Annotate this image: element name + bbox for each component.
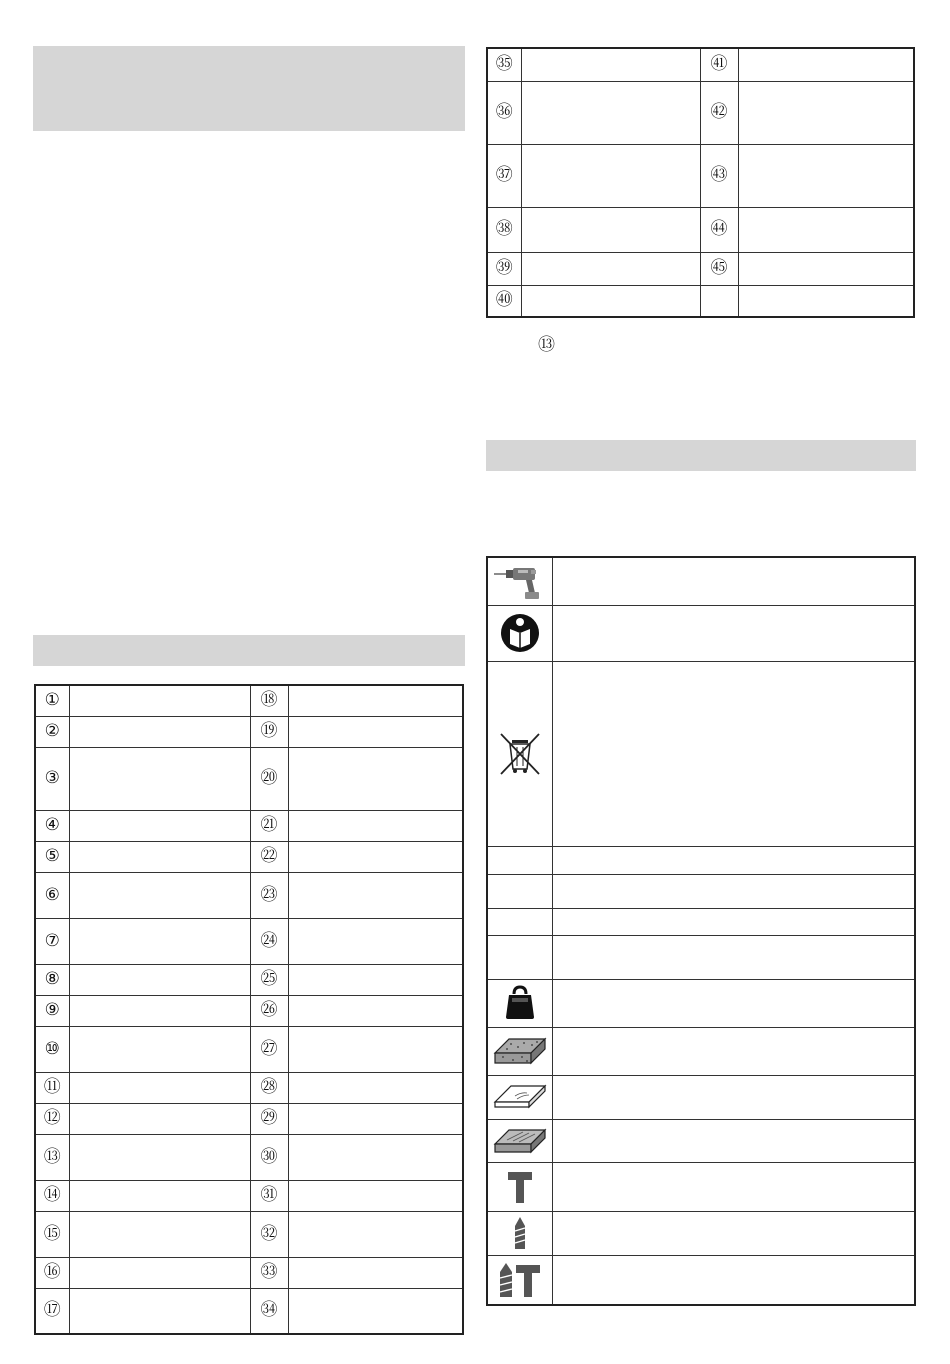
part-name [738,48,914,81]
table-row [35,1288,463,1334]
table-row [35,872,463,918]
part-name [69,685,250,716]
part-name [521,252,700,285]
table-row [487,874,915,908]
part-name [69,1103,250,1134]
parts-table-right [486,47,915,318]
table-row [487,605,915,661]
table-row [487,661,915,846]
part-number: ⑮ [35,1211,69,1257]
part-name [288,1026,463,1072]
symbol-cell [487,1075,552,1119]
symbol-description [552,605,915,661]
part-number: ⑧ [35,964,69,995]
table-row [35,1103,463,1134]
part-name [288,1211,463,1257]
part-name [69,1072,250,1103]
table-row [487,48,914,81]
symbol-cell [487,846,552,874]
table-row [35,1072,463,1103]
part-name [288,995,463,1026]
table-row [35,918,463,964]
part-number: ⑯ [35,1257,69,1288]
part-number: ㊱ [487,81,521,144]
part-number: ㉔ [250,918,288,964]
symbol-cell [487,557,552,605]
table-row [35,995,463,1026]
part-number: ① [35,685,69,716]
part-name [69,1288,250,1334]
part-name [288,1180,463,1211]
table-row [487,935,915,979]
part-number: ⑫ [35,1103,69,1134]
wood-icon [493,1082,547,1112]
part-name [738,285,914,317]
symbol-cell [487,661,552,846]
part-number: ㊲ [487,144,521,207]
part-name [738,207,914,252]
table-row [487,1162,915,1211]
part-number: ⑥ [35,872,69,918]
table-row [487,1211,915,1255]
part-name [288,747,463,810]
part-number: ⑰ [35,1288,69,1334]
symbol-description [552,1162,915,1211]
symbol-cell [487,1255,552,1305]
part-number: ② [35,716,69,747]
part-name [69,1134,250,1180]
weee-bin-icon [498,731,542,777]
part-name [288,841,463,872]
part-name [738,252,914,285]
table-row [35,1211,463,1257]
symbol-description [552,1027,915,1075]
steel-icon [493,1126,547,1156]
part-name [521,207,700,252]
part-number: ㉓ [250,872,288,918]
part-name [521,285,700,317]
hammer-mode-icon [506,1169,534,1205]
part-number: ㊶ [700,48,738,81]
part-name [288,716,463,747]
note-reference-number: ⑬ [538,335,555,355]
symbol-cell [487,1211,552,1255]
symbol-cell [487,908,552,935]
part-name [69,810,250,841]
weight-icon [504,985,536,1021]
part-number: ㉗ [250,1026,288,1072]
part-number: ⑭ [35,1180,69,1211]
part-name [288,1072,463,1103]
part-number: ⑩ [35,1026,69,1072]
symbol-cell [487,1027,552,1075]
symbol-cell [487,1119,552,1162]
part-number: ㊸ [700,144,738,207]
part-name [69,747,250,810]
part-number: ⑪ [35,1072,69,1103]
part-number: ④ [35,810,69,841]
part-number: ㊵ [487,285,521,317]
symbol-description [552,874,915,908]
part-number: ⑱ [250,685,288,716]
part-number [700,285,738,317]
part-name [288,964,463,995]
section-header-band-top [33,46,465,131]
part-name [521,48,700,81]
part-name [288,1103,463,1134]
symbol-description [552,1119,915,1162]
table-row [487,979,915,1027]
table-row [487,1255,915,1305]
table-row [487,846,915,874]
symbol-description [552,1075,915,1119]
symbol-cell [487,605,552,661]
part-number: ㊹ [700,207,738,252]
table-row [487,144,914,207]
part-number: ㉟ [487,48,521,81]
part-name [69,841,250,872]
symbol-description [552,1255,915,1305]
symbol-cell [487,874,552,908]
part-name [521,81,700,144]
part-number: ㊺ [700,252,738,285]
drill-hammer-mode-icon [498,1261,542,1299]
part-number: ㉚ [250,1134,288,1180]
part-name [69,1180,250,1211]
symbol-cell [487,979,552,1027]
part-number: ㉞ [250,1288,288,1334]
part-number: ㉕ [250,964,288,995]
part-name [521,144,700,207]
table-row [487,207,914,252]
symbol-description [552,908,915,935]
table-row [35,841,463,872]
hammer-drill-icon [492,561,548,601]
part-name [69,1257,250,1288]
table-row [487,81,914,144]
table-row [35,685,463,716]
symbols-table [486,556,916,1306]
table-row [487,1075,915,1119]
symbol-description [552,1211,915,1255]
part-number: ㊳ [487,207,521,252]
part-number: ⑤ [35,841,69,872]
part-number: ㉝ [250,1257,288,1288]
part-name [288,1288,463,1334]
table-row [35,810,463,841]
read-manual-icon [499,612,541,654]
part-name [288,685,463,716]
part-number: ㉙ [250,1103,288,1134]
part-number: ㉑ [250,810,288,841]
part-number: ㉘ [250,1072,288,1103]
table-row [35,716,463,747]
part-name [288,1257,463,1288]
part-name [69,872,250,918]
part-number: ㊷ [700,81,738,144]
table-row [487,1027,915,1075]
table-row [35,1180,463,1211]
part-number: ⑬ [35,1134,69,1180]
symbol-description [552,846,915,874]
part-name [738,81,914,144]
section-header-band-parts [33,635,465,666]
table-row [35,1134,463,1180]
part-number: ㉖ [250,995,288,1026]
part-name [288,810,463,841]
part-number: ⑲ [250,716,288,747]
drill-mode-icon [513,1215,527,1251]
symbol-description [552,979,915,1027]
section-header-band-symbols [486,440,916,471]
table-row [35,1257,463,1288]
part-number: ㉜ [250,1211,288,1257]
table-row [35,964,463,995]
symbol-cell [487,935,552,979]
part-number: ㉒ [250,841,288,872]
part-number: ⑳ [250,747,288,810]
concrete-icon [493,1035,547,1067]
part-name [69,1211,250,1257]
part-name [288,918,463,964]
table-row [487,1119,915,1162]
table-row [487,557,915,605]
part-name [288,1134,463,1180]
part-name [69,716,250,747]
table-row [487,252,914,285]
part-name [738,144,914,207]
table-row [35,747,463,810]
part-name [69,995,250,1026]
table-row [487,908,915,935]
symbol-description [552,661,915,846]
part-name [288,872,463,918]
part-number: ⑨ [35,995,69,1026]
part-name [69,964,250,995]
table-row [487,285,914,317]
part-number: ㉛ [250,1180,288,1211]
parts-table-left [34,684,464,1335]
symbol-cell [487,1162,552,1211]
part-name [69,918,250,964]
table-row [35,1026,463,1072]
part-number: ③ [35,747,69,810]
part-name [69,1026,250,1072]
part-number: ㊴ [487,252,521,285]
part-number: ⑦ [35,918,69,964]
symbol-description [552,557,915,605]
symbol-description [552,935,915,979]
